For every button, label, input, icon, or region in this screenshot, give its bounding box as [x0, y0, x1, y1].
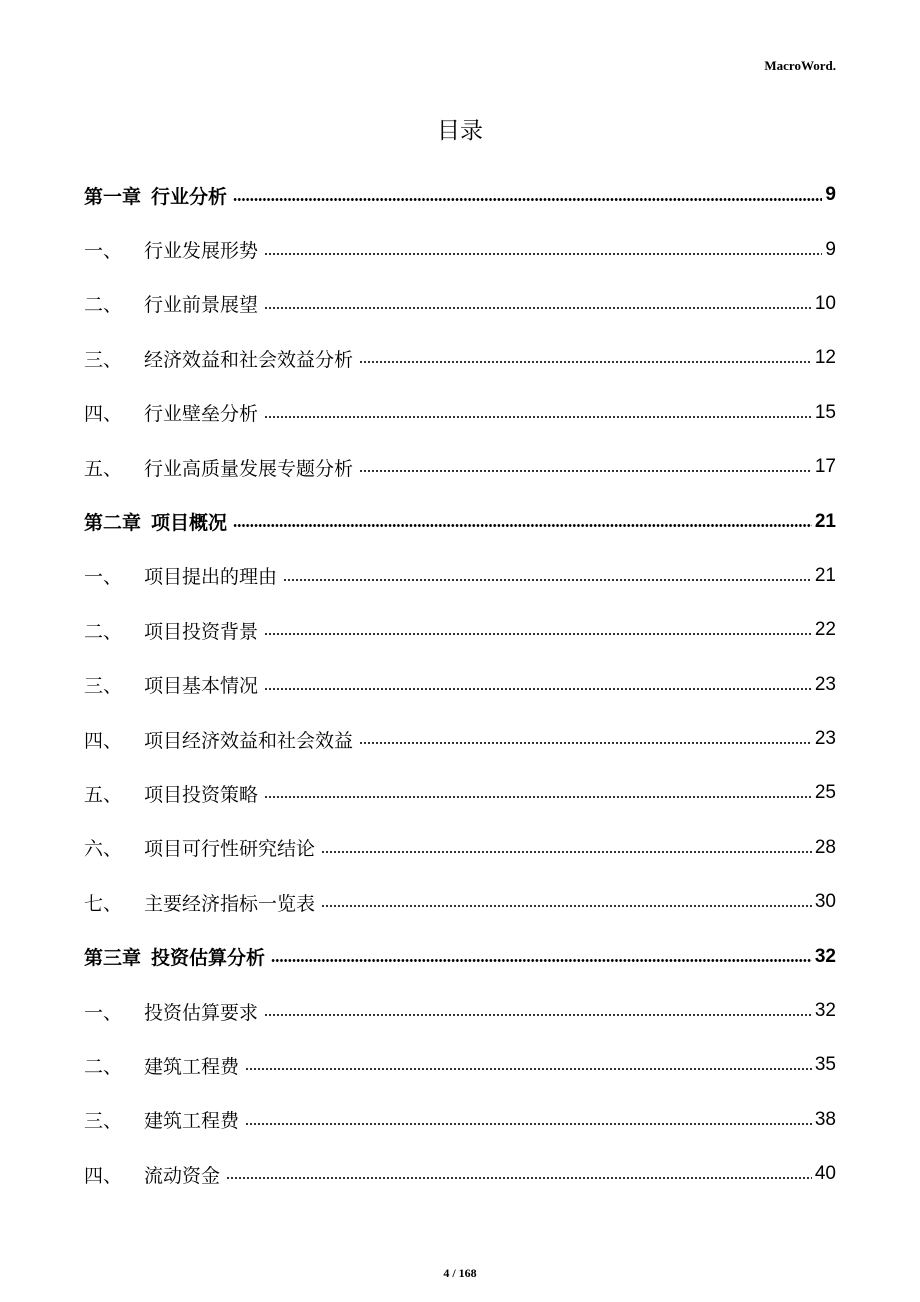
toc-dot-leader [264, 416, 812, 418]
toc-entry-number: 一、 [84, 566, 123, 589]
toc-entry-page-number: 28 [814, 836, 836, 858]
toc-dot-leader [264, 796, 812, 798]
toc-entry-page-number: 40 [814, 1163, 836, 1185]
toc-entry-page-number: 35 [814, 1054, 836, 1076]
toc-entry-page-number: 25 [814, 782, 836, 804]
toc-chapter-entry[interactable] [84, 494, 836, 548]
toc-entry-title: 项目投资策略 [144, 783, 259, 806]
toc-entry-page-number: 30 [814, 891, 836, 913]
toc-chapter-entry[interactable] [84, 929, 836, 983]
toc-entry-page-number: 21 [814, 510, 836, 532]
toc-title: 目录 [437, 118, 483, 144]
toc-section-entry[interactable] [84, 1038, 836, 1092]
toc-entry-page-number: 23 [814, 673, 836, 695]
toc-entry-number: 第一章 [84, 185, 142, 208]
toc-entry-number: 五、 [84, 457, 123, 480]
toc-entry-page-number: 38 [814, 1108, 836, 1130]
toc-dot-leader [321, 851, 812, 853]
toc-section-entry[interactable] [84, 766, 836, 820]
toc-dot-leader [359, 361, 812, 363]
toc-entry-number: 二、 [84, 294, 123, 317]
toc-chapter-entry[interactable] [84, 168, 836, 222]
toc-dot-leader [359, 742, 812, 744]
toc-entry-page-number: 23 [814, 728, 836, 750]
toc-dot-leader [233, 524, 812, 527]
toc-entry-title: 行业分析 [151, 185, 228, 208]
toc-list [84, 168, 836, 1201]
toc-section-entry[interactable] [84, 440, 836, 494]
toc-section-entry[interactable] [84, 1147, 836, 1201]
toc-section-entry[interactable] [84, 603, 836, 657]
toc-entry-number: 四、 [84, 729, 123, 752]
toc-entry-number: 三、 [84, 1110, 123, 1133]
toc-section-entry[interactable] [84, 712, 836, 766]
toc-section-entry[interactable] [84, 549, 836, 603]
toc-section-entry[interactable] [84, 821, 836, 875]
header-brand: MacroWord. [764, 58, 836, 73]
toc-dot-leader [264, 688, 812, 690]
toc-dot-leader [226, 1177, 812, 1179]
toc-entry-number: 第二章 [84, 512, 142, 535]
toc-section-entry[interactable] [84, 222, 836, 276]
toc-dot-leader [264, 1014, 812, 1016]
toc-entry-title: 项目基本情况 [144, 675, 259, 698]
page-indicator: 4 / 168 [443, 1266, 477, 1280]
toc-section-entry[interactable] [84, 331, 836, 385]
toc-entry-title: 项目可行性研究结论 [144, 838, 316, 861]
toc-dot-leader [321, 905, 812, 907]
toc-entry-page-number: 22 [814, 619, 836, 641]
toc-entry-number: 三、 [84, 348, 123, 371]
toc-section-entry[interactable] [84, 984, 836, 1038]
toc-entry-page-number: 32 [814, 945, 836, 967]
toc-entry-title: 建筑工程费 [144, 1110, 240, 1133]
toc-entry-title: 项目投资背景 [144, 620, 259, 643]
toc-entry-title: 行业壁垒分析 [144, 403, 259, 426]
toc-entry-page-number: 32 [814, 1000, 836, 1022]
toc-dot-leader [264, 633, 812, 635]
toc-entry-page-number: 17 [814, 456, 836, 478]
toc-entry-title: 投资估算要求 [144, 1001, 259, 1024]
toc-dot-leader [264, 307, 812, 309]
toc-entry-number: 六、 [84, 838, 123, 861]
toc-section-entry[interactable] [84, 277, 836, 331]
toc-entry-number: 一、 [84, 240, 123, 263]
toc-entry-number: 四、 [84, 1164, 123, 1187]
toc-entry-title: 流动资金 [144, 1164, 221, 1187]
toc-entry-page-number: 10 [814, 292, 836, 314]
toc-section-entry[interactable] [84, 875, 836, 929]
toc-entry-number: 七、 [84, 892, 123, 915]
toc-entry-title: 项目提出的理由 [144, 566, 278, 589]
toc-entry-page-number: 21 [814, 564, 836, 586]
toc-dot-leader [264, 253, 822, 255]
toc-entry-number: 三、 [84, 675, 123, 698]
toc-entry-number: 五、 [84, 783, 123, 806]
toc-entry-title: 项目经济效益和社会效益 [144, 729, 354, 752]
toc-entry-title: 行业高质量发展专题分析 [144, 457, 354, 480]
toc-entry-title: 经济效益和社会效益分析 [144, 348, 354, 371]
toc-entry-page-number: 9 [825, 238, 836, 260]
toc-entry-title: 行业发展形势 [144, 240, 259, 263]
toc-entry-title: 项目概况 [151, 512, 228, 535]
toc-dot-leader [245, 1068, 812, 1070]
toc-dot-leader [271, 959, 812, 962]
toc-dot-leader [245, 1123, 812, 1125]
toc-entry-title: 建筑工程费 [144, 1055, 240, 1078]
toc-entry-title: 主要经济指标一览表 [144, 892, 316, 915]
toc-dot-leader [359, 470, 812, 472]
toc-entry-number: 二、 [84, 620, 123, 643]
toc-entry-page-number: 15 [814, 401, 836, 423]
toc-entry-number: 二、 [84, 1055, 123, 1078]
toc-section-entry[interactable] [84, 658, 836, 712]
toc-entry-page-number: 9 [825, 184, 836, 206]
toc-entry-number: 一、 [84, 1001, 123, 1024]
toc-entry-title: 行业前景展望 [144, 294, 259, 317]
toc-entry-number: 第三章 [84, 947, 142, 970]
toc-entry-page-number: 12 [814, 347, 836, 369]
toc-dot-leader [283, 579, 812, 581]
toc-entry-number: 四、 [84, 403, 123, 426]
toc-dot-leader [233, 198, 822, 201]
toc-entry-title: 投资估算分析 [151, 947, 266, 970]
toc-section-entry[interactable] [84, 386, 836, 440]
toc-section-entry[interactable] [84, 1093, 836, 1147]
